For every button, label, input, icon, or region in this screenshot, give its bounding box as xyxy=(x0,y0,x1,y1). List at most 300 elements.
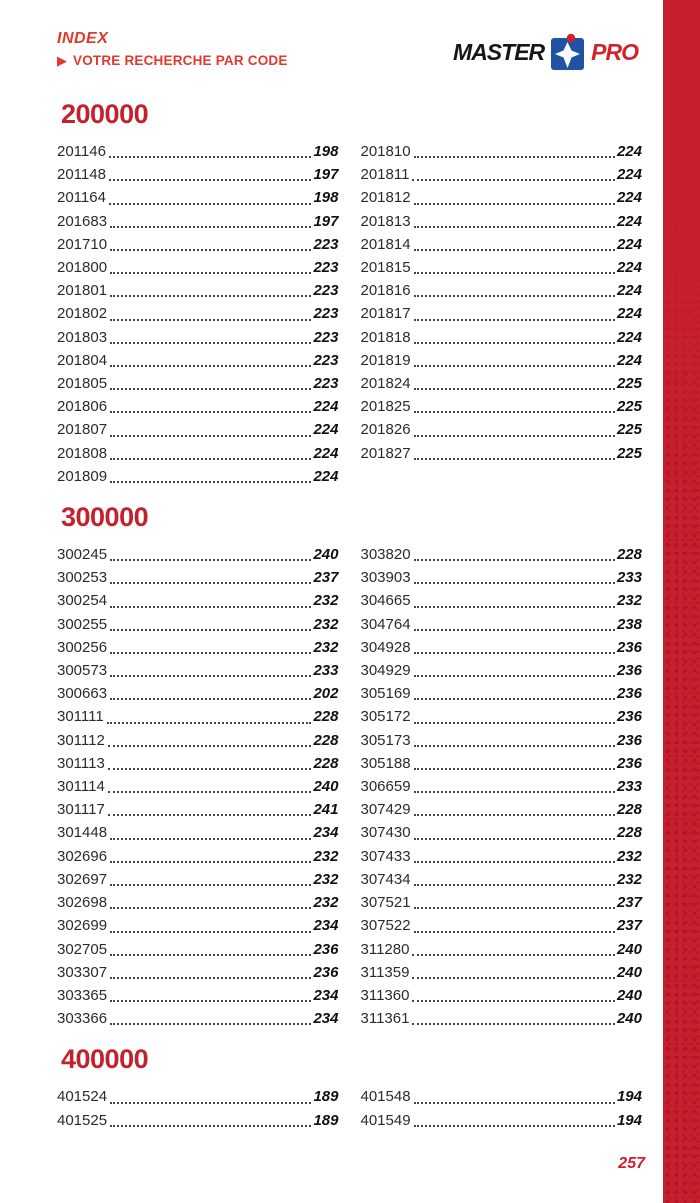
index-entry xyxy=(361,256,643,279)
index-entry xyxy=(361,279,643,302)
index-entry xyxy=(57,705,339,728)
entry-page: 228 xyxy=(616,824,642,842)
entry-page: 236 xyxy=(616,638,642,656)
entry-page: 189 xyxy=(313,1088,339,1106)
dot-leader xyxy=(110,226,311,228)
index-column xyxy=(361,1085,643,1131)
dot-leader xyxy=(110,652,311,654)
entry-page: 198 xyxy=(313,189,339,207)
entry-page: 238 xyxy=(616,615,642,633)
entry-page: 236 xyxy=(313,940,339,958)
entry-page: 225 xyxy=(616,398,642,416)
index-entry xyxy=(57,372,339,395)
dot-leader xyxy=(414,722,615,724)
entry-page: 234 xyxy=(313,824,339,842)
index-entry xyxy=(57,682,339,705)
page-header xyxy=(57,30,288,68)
entry-code: 201824 xyxy=(360,375,411,393)
entry-page: 202 xyxy=(313,685,339,703)
entry-page: 224 xyxy=(616,143,642,160)
logo-star-icon xyxy=(547,30,589,72)
entry-page: 194 xyxy=(616,1088,642,1106)
entry-page: 232 xyxy=(616,847,642,865)
dot-leader xyxy=(108,768,312,770)
entry-page: 223 xyxy=(313,305,339,323)
entry-code: 311360 xyxy=(360,986,410,1004)
index-entry xyxy=(57,821,339,844)
entry-code: 304665 xyxy=(360,592,411,610)
dot-leader xyxy=(414,156,615,158)
entry-code: 401549 xyxy=(360,1111,411,1129)
entry-code: 301112 xyxy=(57,731,105,749)
dot-leader xyxy=(110,1125,311,1127)
dot-leader xyxy=(110,1102,311,1104)
entry-page: 224 xyxy=(616,212,642,230)
entry-code: 302698 xyxy=(57,894,108,912)
entry-page: 234 xyxy=(313,917,339,935)
index-entry xyxy=(361,938,643,961)
entry-page: 228 xyxy=(616,546,642,564)
dot-leader xyxy=(414,249,615,251)
index-section-200000 xyxy=(57,98,642,488)
index-entry xyxy=(361,186,643,209)
index-entry xyxy=(361,543,643,566)
entry-page: 225 xyxy=(616,375,642,393)
dot-leader xyxy=(110,629,311,631)
entry-page: 224 xyxy=(313,444,339,462)
index-entry xyxy=(57,752,339,775)
index-entry xyxy=(57,1109,339,1132)
entry-code: 201811 xyxy=(360,166,410,184)
dot-leader xyxy=(414,675,615,677)
index-entry xyxy=(361,302,643,325)
index-entry xyxy=(361,233,643,256)
index-entry xyxy=(57,326,339,349)
entry-page: 224 xyxy=(616,282,642,300)
dot-leader xyxy=(414,884,615,886)
entry-code: 301448 xyxy=(57,824,108,842)
index-entry xyxy=(57,775,339,798)
subtitle-row xyxy=(57,53,288,68)
entry-page: 224 xyxy=(313,398,339,416)
index-entry xyxy=(57,543,339,566)
index-entry xyxy=(361,914,643,937)
dot-leader xyxy=(109,179,312,181)
index-entry xyxy=(361,659,643,682)
dot-leader xyxy=(414,629,615,631)
entry-code: 301113 xyxy=(57,754,105,772)
index-entry xyxy=(361,961,643,984)
entry-code: 300256 xyxy=(57,638,108,656)
dot-leader xyxy=(414,295,615,297)
entry-page: 236 xyxy=(616,662,642,680)
entry-code: 201803 xyxy=(57,328,108,346)
index-entry xyxy=(361,868,643,891)
index-entry xyxy=(57,891,339,914)
dot-leader xyxy=(414,861,615,863)
index-entry xyxy=(361,395,643,418)
entry-page: 223 xyxy=(313,351,339,369)
dot-leader xyxy=(110,907,311,909)
dot-leader xyxy=(414,1102,615,1104)
entry-code: 201815 xyxy=(360,259,411,277)
index-entry xyxy=(361,636,643,659)
entry-code: 201683 xyxy=(57,212,108,230)
entry-code: 401525 xyxy=(57,1111,108,1129)
entry-code: 300663 xyxy=(57,685,108,703)
entry-code: 201809 xyxy=(57,467,108,485)
index-entry xyxy=(361,729,643,752)
entry-code: 201806 xyxy=(57,398,108,416)
entry-code: 307434 xyxy=(360,870,411,888)
index-entry xyxy=(361,775,643,798)
entry-page: 240 xyxy=(313,546,339,564)
entry-code: 201800 xyxy=(57,259,108,277)
index-sections xyxy=(57,98,642,1145)
index-entry xyxy=(57,465,339,488)
entry-page: 228 xyxy=(313,754,339,772)
masterpro-logo xyxy=(453,32,638,72)
entry-page: 236 xyxy=(616,731,642,749)
index-column xyxy=(361,543,643,1030)
dot-leader xyxy=(108,791,312,793)
dot-leader xyxy=(110,559,311,561)
index-entry xyxy=(361,984,643,1007)
entry-page: 224 xyxy=(616,166,642,184)
halftone-side-bar xyxy=(663,0,700,1203)
dot-leader xyxy=(412,1023,615,1025)
dot-leader xyxy=(414,791,615,793)
index-entry xyxy=(57,984,339,1007)
index-subtitle: VOTRE RECHERCHE PAR CODE xyxy=(73,53,288,68)
entry-page: 240 xyxy=(616,986,642,1004)
dot-leader xyxy=(110,884,311,886)
entry-page: 232 xyxy=(313,847,339,865)
index-title: INDEX xyxy=(57,30,109,47)
dot-leader xyxy=(110,342,311,344)
dot-leader xyxy=(414,652,615,654)
entry-code: 303903 xyxy=(360,569,411,587)
index-entry xyxy=(57,845,339,868)
index-entry xyxy=(361,613,643,636)
dot-leader xyxy=(414,458,615,460)
index-entry xyxy=(361,821,643,844)
section-heading: 400000 xyxy=(61,1044,149,1075)
entry-page: 241 xyxy=(313,801,339,819)
dot-leader xyxy=(110,1000,311,1002)
dot-leader xyxy=(110,977,311,979)
entry-code: 201810 xyxy=(360,143,411,160)
index-entry xyxy=(57,961,339,984)
entry-page: 237 xyxy=(616,917,642,935)
index-entry xyxy=(57,589,339,612)
entry-page: 223 xyxy=(313,328,339,346)
dot-leader xyxy=(414,838,615,840)
entry-page: 228 xyxy=(313,708,339,726)
index-entry xyxy=(57,140,339,163)
dot-leader xyxy=(412,954,615,956)
dot-leader xyxy=(414,582,615,584)
index-entry xyxy=(361,566,643,589)
entry-code: 201812 xyxy=(360,189,411,207)
entry-page: 197 xyxy=(313,212,339,230)
dot-leader xyxy=(414,435,615,437)
dot-leader xyxy=(110,319,311,321)
entry-page: 224 xyxy=(616,235,642,253)
index-entry xyxy=(57,418,339,441)
entry-page: 233 xyxy=(616,569,642,587)
entry-code: 201807 xyxy=(57,421,108,439)
dot-leader xyxy=(110,1023,311,1025)
index-column xyxy=(57,1085,339,1131)
dot-leader xyxy=(110,272,311,274)
index-entry xyxy=(361,442,643,465)
entry-code: 201814 xyxy=(360,235,411,253)
entry-page: 232 xyxy=(313,638,339,656)
dot-leader xyxy=(110,698,311,700)
section-columns xyxy=(57,140,642,488)
entry-page: 224 xyxy=(616,259,642,277)
index-entry xyxy=(57,210,339,233)
entry-page: 232 xyxy=(616,870,642,888)
dot-leader xyxy=(110,365,311,367)
dot-leader xyxy=(110,435,311,437)
dot-leader xyxy=(110,954,311,956)
entry-page: 237 xyxy=(616,894,642,912)
entry-code: 201827 xyxy=(360,444,411,462)
dot-leader xyxy=(108,745,312,747)
index-entry xyxy=(361,326,643,349)
index-entry xyxy=(361,349,643,372)
index-entry xyxy=(57,636,339,659)
entry-code: 311361 xyxy=(360,1010,410,1028)
entry-code: 303820 xyxy=(360,546,411,564)
index-entry xyxy=(57,395,339,418)
entry-page: 232 xyxy=(313,615,339,633)
index-section-300000 xyxy=(57,501,642,1030)
entry-page: 240 xyxy=(616,940,642,958)
dot-leader xyxy=(414,388,615,390)
entry-page: 189 xyxy=(313,1111,339,1129)
index-entry xyxy=(361,891,643,914)
entry-page: 240 xyxy=(616,963,642,981)
entry-code: 201710 xyxy=(57,235,108,253)
index-entry xyxy=(57,163,339,186)
dot-leader xyxy=(110,838,311,840)
entry-page: 236 xyxy=(616,708,642,726)
entry-code: 303365 xyxy=(57,986,108,1004)
index-entry xyxy=(57,442,339,465)
entry-page: 224 xyxy=(313,467,339,485)
index-entry xyxy=(57,233,339,256)
dot-leader xyxy=(412,179,615,181)
index-entry xyxy=(361,1085,643,1108)
entry-page: 223 xyxy=(313,235,339,253)
entry-code: 201813 xyxy=(360,212,411,230)
index-entry xyxy=(57,349,339,372)
entry-page: 236 xyxy=(616,754,642,772)
entry-page: 224 xyxy=(616,305,642,323)
entry-page: 223 xyxy=(313,259,339,277)
entry-code: 201826 xyxy=(360,421,411,439)
dot-leader xyxy=(414,768,615,770)
entry-page: 236 xyxy=(313,963,339,981)
dot-leader xyxy=(110,675,311,677)
entry-page: 234 xyxy=(313,986,339,1004)
entry-page: 198 xyxy=(313,143,339,160)
index-entry xyxy=(57,302,339,325)
entry-code: 302697 xyxy=(57,870,108,888)
logo-text-pro: PRO xyxy=(591,38,638,65)
index-entry xyxy=(57,256,339,279)
index-entry xyxy=(361,1109,643,1132)
dot-leader xyxy=(108,814,312,816)
entry-code: 302705 xyxy=(57,940,108,958)
entry-page: 223 xyxy=(313,282,339,300)
entry-page: 240 xyxy=(616,1010,642,1028)
index-entry xyxy=(361,845,643,868)
entry-code: 201825 xyxy=(360,398,411,416)
entry-code: 201802 xyxy=(57,305,108,323)
entry-code: 307429 xyxy=(360,801,411,819)
entry-page: 228 xyxy=(313,731,339,749)
entry-page: 197 xyxy=(313,166,339,184)
dot-leader xyxy=(110,411,311,413)
dot-leader xyxy=(110,582,311,584)
entry-code: 311280 xyxy=(360,940,410,958)
dot-leader xyxy=(412,1000,615,1002)
index-entry xyxy=(57,279,339,302)
dot-leader xyxy=(414,559,615,561)
entry-code: 304929 xyxy=(360,662,411,680)
entry-code: 305172 xyxy=(360,708,411,726)
index-entry xyxy=(361,589,643,612)
entry-code: 302696 xyxy=(57,847,108,865)
dot-leader xyxy=(414,606,615,608)
section-heading: 200000 xyxy=(61,99,149,129)
entry-code: 201164 xyxy=(57,189,106,207)
entry-code: 300245 xyxy=(57,546,108,564)
index-entry xyxy=(361,798,643,821)
triangle-arrow-icon: ▶ xyxy=(57,53,67,68)
entry-page: 232 xyxy=(313,592,339,610)
index-column xyxy=(57,140,339,488)
index-entry xyxy=(361,163,643,186)
index-entry xyxy=(361,705,643,728)
section-columns xyxy=(57,543,642,1030)
entry-code: 301111 xyxy=(57,708,104,726)
entry-code: 307522 xyxy=(360,917,411,935)
dot-leader xyxy=(110,606,311,608)
entry-code: 301114 xyxy=(57,778,105,796)
index-entry xyxy=(57,613,339,636)
index-entry xyxy=(361,1007,643,1030)
section-heading: 300000 xyxy=(61,502,149,533)
dot-leader xyxy=(414,411,615,413)
entry-page: 194 xyxy=(616,1111,642,1129)
entry-code: 201819 xyxy=(360,351,411,369)
entry-code: 306659 xyxy=(360,778,411,796)
dot-leader xyxy=(414,745,615,747)
index-entry xyxy=(57,798,339,821)
dot-leader xyxy=(414,365,615,367)
entry-code: 201808 xyxy=(57,444,108,462)
entry-page: 232 xyxy=(313,870,339,888)
index-entry xyxy=(57,186,339,209)
dot-leader xyxy=(414,203,615,205)
entry-code: 201818 xyxy=(360,328,411,346)
index-entry xyxy=(361,372,643,395)
entry-page: 224 xyxy=(616,189,642,207)
dot-leader xyxy=(110,458,311,460)
dot-leader xyxy=(109,156,312,158)
entry-page: 224 xyxy=(616,328,642,346)
entry-page: 240 xyxy=(313,778,339,796)
entry-page: 224 xyxy=(313,421,339,439)
entry-code: 307433 xyxy=(360,847,411,865)
index-entry xyxy=(57,566,339,589)
entry-page: 228 xyxy=(616,801,642,819)
entry-code: 201801 xyxy=(57,282,108,300)
index-entry xyxy=(57,938,339,961)
entry-page: 224 xyxy=(616,351,642,369)
entry-code: 307521 xyxy=(360,894,411,912)
entry-page: 233 xyxy=(313,662,339,680)
entry-code: 201805 xyxy=(57,375,108,393)
entry-page: 237 xyxy=(313,569,339,587)
dot-leader xyxy=(110,931,311,933)
dot-leader xyxy=(110,481,311,483)
entry-code: 300254 xyxy=(57,592,108,610)
dot-leader xyxy=(414,342,615,344)
dot-leader xyxy=(414,698,615,700)
entry-page: 234 xyxy=(313,1010,339,1028)
dot-leader xyxy=(414,319,615,321)
dot-leader xyxy=(414,1125,615,1127)
dot-leader xyxy=(414,814,615,816)
entry-code: 301117 xyxy=(57,801,105,819)
index-entry xyxy=(57,868,339,891)
index-column xyxy=(57,543,339,1030)
dot-leader xyxy=(414,272,615,274)
dot-leader xyxy=(107,722,312,724)
logo-text-master: MASTER xyxy=(453,38,545,65)
dot-leader xyxy=(110,861,311,863)
entry-code: 401524 xyxy=(57,1088,108,1106)
index-entry xyxy=(361,210,643,233)
entry-code: 302699 xyxy=(57,917,108,935)
index-entry xyxy=(57,1007,339,1030)
entry-code: 201804 xyxy=(57,351,108,369)
index-entry xyxy=(57,729,339,752)
index-entry xyxy=(57,914,339,937)
entry-code: 303307 xyxy=(57,963,108,981)
index-entry xyxy=(361,752,643,775)
index-entry xyxy=(361,140,643,163)
entry-page: 225 xyxy=(616,444,642,462)
dot-leader xyxy=(414,907,615,909)
dot-leader xyxy=(412,977,615,979)
dot-leader xyxy=(109,203,312,205)
index-column xyxy=(361,140,643,488)
entry-page: 233 xyxy=(616,778,642,796)
entry-code: 300253 xyxy=(57,569,108,587)
entry-code: 305169 xyxy=(360,685,411,703)
entry-code: 303366 xyxy=(57,1010,108,1028)
entry-code: 300573 xyxy=(57,662,108,680)
dot-leader xyxy=(110,388,311,390)
index-section-400000 xyxy=(57,1043,642,1131)
